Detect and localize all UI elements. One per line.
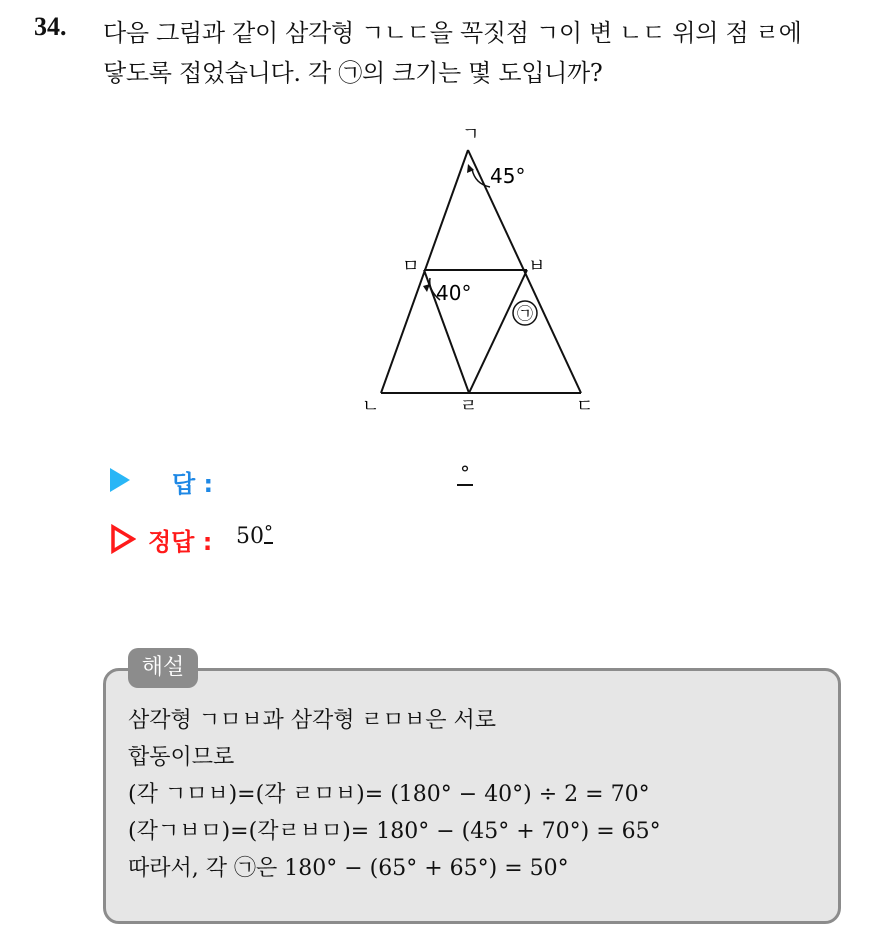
explanation-text xyxy=(128,702,828,887)
explanation-line: (각ㄱㅂㅁ)=(각ㄹㅂㅁ)= 180° − (45° + 70°) = 65° xyxy=(128,819,661,844)
explanation-line: 따라서, 각 ㉠은 180° − (65° + 65°) = 50° xyxy=(128,856,569,881)
label-bottom-left: ㄴ xyxy=(362,396,380,417)
label-mid-left: ㅁ xyxy=(402,256,420,277)
folded-edge-right xyxy=(469,270,527,393)
outline-arrow-icon xyxy=(110,524,136,554)
play-arrow-icon xyxy=(110,468,130,492)
correct-answer-row xyxy=(110,522,510,556)
correct-answer-unit: ° xyxy=(264,522,273,543)
question-text xyxy=(103,13,873,93)
arrowhead-left xyxy=(423,284,430,292)
triangle-figure xyxy=(350,120,610,430)
question-line-1: 다음 그림과 같이 삼각형 ㄱㄴㄷ을 꼭짓점 ㄱ이 변 ㄴㄷ 위의 점 ㄹ에 xyxy=(103,19,802,47)
label-bottom-mid: ㄹ xyxy=(460,396,478,417)
correct-answer-label: 정답 : xyxy=(148,528,213,556)
label-mid-right: ㅂ xyxy=(528,256,546,277)
label-bottom-right: ㄷ xyxy=(576,396,594,417)
angle-label-left: 40° xyxy=(436,281,472,305)
marker-label: ㉠ xyxy=(517,304,534,323)
answer-blank[interactable]: ° xyxy=(457,462,473,486)
answer-label: 답 : xyxy=(172,470,214,498)
explanation-line: 합동이므로 xyxy=(128,745,235,770)
correct-answer-number: 50 xyxy=(236,524,264,549)
angle-label-top: 45° xyxy=(490,164,526,188)
answer-row xyxy=(110,461,610,498)
question-number: 34. xyxy=(34,12,67,41)
label-top: ㄱ xyxy=(462,124,480,145)
explanation-tag: 해설 xyxy=(128,648,198,688)
correct-answer-value xyxy=(236,524,273,549)
explanation-line: (각 ㄱㅁㅂ)=(각 ㄹㅁㅂ)= (180° − 40°) ÷ 2 = 70° xyxy=(128,782,650,807)
explanation-line: 삼각형 ㄱㅁㅂ과 삼각형 ㄹㅁㅂ은 서로 xyxy=(128,708,497,733)
question-line-2: 닿도록 접었습니다. 각 ㉠의 크기는 몇 도입니까? xyxy=(103,59,603,87)
